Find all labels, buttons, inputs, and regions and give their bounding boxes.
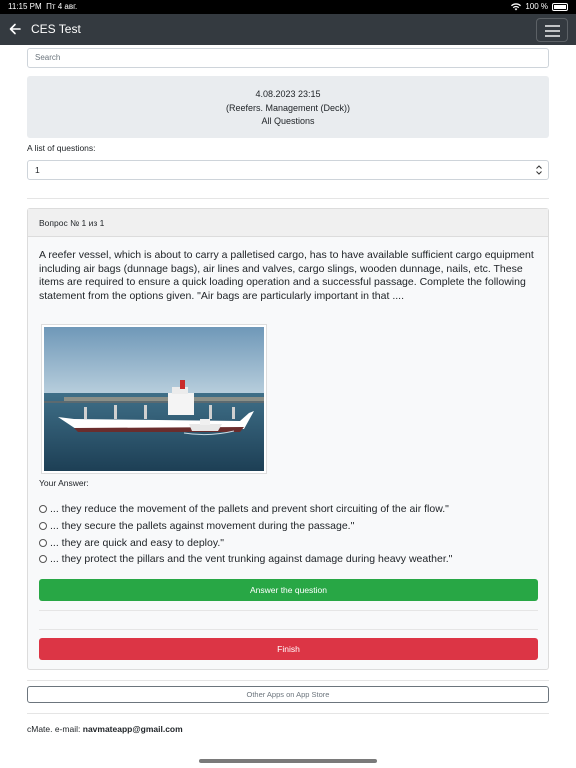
answer-option-4[interactable] bbox=[39, 551, 539, 568]
question-text: A reefer vessel, which is about to carry a palletised cargo, has to have available sufficient cargo equipment including air bags (dunnage bags), air lines and valves, cargo slings, wooden dunnage, nails, etc. These items are required to ensure a quick loading operation and a successful passage. Complete the following statement from the options given. "Air bags are particularly important in that .... bbox=[39, 249, 534, 302]
radio-button[interactable] bbox=[39, 539, 47, 547]
radio-button[interactable] bbox=[39, 555, 47, 563]
ship-image bbox=[41, 324, 267, 474]
status-time: 11:15 PM Пт 4 авг. bbox=[8, 2, 78, 11]
other-apps-button[interactable]: Other Apps on App Store bbox=[27, 686, 549, 703]
divider bbox=[27, 198, 549, 199]
answer-option-text: ... they reduce the movement of the pallets and prevent short circuiting of the air flow." bbox=[50, 503, 449, 516]
divider bbox=[39, 610, 538, 611]
radio-button[interactable] bbox=[39, 505, 47, 513]
answer-option-text: ... they secure the pallets against movement during the passage." bbox=[50, 520, 355, 533]
reefer-ship-photo bbox=[44, 327, 264, 471]
test-scope: All Questions bbox=[261, 116, 315, 126]
question-number-header: Вопрос № 1 из 1 bbox=[28, 209, 548, 237]
finish-button[interactable]: Finish bbox=[39, 638, 538, 660]
status-bar bbox=[0, 0, 576, 14]
contact-email[interactable]: navmateapp@gmail.com bbox=[82, 724, 183, 734]
back-arrow-icon[interactable] bbox=[8, 20, 22, 38]
answer-question-button[interactable]: Answer the question bbox=[39, 579, 538, 601]
status-right bbox=[511, 0, 568, 14]
hamburger-line bbox=[545, 30, 560, 32]
home-indicator[interactable] bbox=[199, 759, 377, 763]
hamburger-menu-icon bbox=[545, 25, 560, 27]
divider bbox=[27, 713, 549, 714]
radio-button[interactable] bbox=[39, 522, 47, 530]
hamburger-line bbox=[545, 35, 560, 37]
questions-select[interactable] bbox=[27, 160, 549, 180]
contact-prefix: cMate. e-mail: bbox=[27, 724, 83, 734]
answer-option-3[interactable] bbox=[39, 534, 539, 551]
question-card bbox=[27, 208, 549, 670]
battery-label: 100 % bbox=[525, 2, 548, 11]
your-answer-label: Your Answer: bbox=[39, 478, 89, 488]
navbar bbox=[0, 14, 576, 45]
test-datetime: 4.08.2023 23:15 bbox=[255, 89, 321, 99]
test-category: (Reefers. Management (Deck)) bbox=[225, 102, 351, 113]
answer-options bbox=[39, 501, 539, 568]
questions-select-value: 1 bbox=[35, 165, 40, 175]
wifi-icon bbox=[511, 3, 521, 11]
answer-option-text: ... they protect the pillars and the vent trunking against damage during heavy weather." bbox=[50, 553, 453, 566]
answer-option-2[interactable] bbox=[39, 518, 539, 535]
divider bbox=[27, 680, 549, 681]
test-info-panel bbox=[27, 76, 549, 138]
questions-list-label: A list of questions: bbox=[27, 143, 96, 153]
select-chevron-icon bbox=[535, 164, 543, 176]
search-placeholder: Search bbox=[35, 53, 61, 62]
answer-option-1[interactable] bbox=[39, 501, 539, 518]
menu-toggle-button[interactable] bbox=[536, 18, 568, 42]
divider bbox=[39, 629, 538, 630]
battery-icon bbox=[552, 3, 568, 11]
contact-info bbox=[27, 724, 183, 734]
page-title: CES Test bbox=[31, 22, 81, 36]
answer-option-text: ... they are quick and easy to deploy." bbox=[50, 536, 224, 549]
search-input[interactable] bbox=[27, 48, 549, 68]
